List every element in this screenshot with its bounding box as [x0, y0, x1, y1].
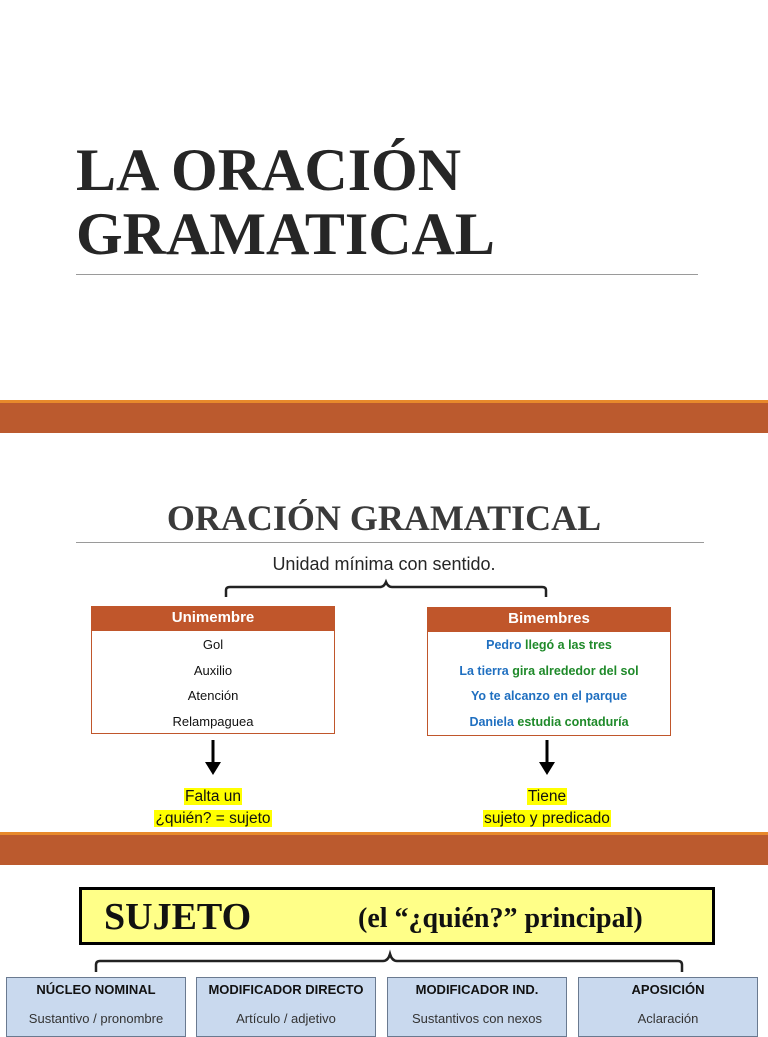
sujeto-title: SUJETO [104, 896, 252, 938]
arrow-unimembre-head [205, 762, 221, 775]
part-title: APOSICIÓN [631, 982, 705, 997]
example-predicate: llegó a las tres [521, 638, 612, 652]
part-title: MODIFICADOR DIRECTO [208, 982, 364, 997]
example-subject: La tierra [459, 663, 509, 678]
unimembre-box [91, 606, 335, 734]
unimembre-item: Relampaguea [172, 713, 254, 729]
sujeto-subtitle: (el “¿quién?” principal) [358, 903, 643, 934]
bimembre-box [427, 607, 671, 736]
bimembre-example [428, 684, 670, 710]
sujeto-brace [96, 954, 682, 972]
definition-brace [226, 582, 546, 597]
part-aposicion [578, 977, 758, 1037]
example-subject: Yo te alcanzo en el parque [470, 689, 628, 703]
sujeto-heading-box [79, 887, 715, 945]
bimembre-header: Bimembres [428, 608, 670, 632]
part-nucleo-nominal [6, 977, 186, 1037]
bimembre-example [428, 659, 670, 685]
example-subject: Daniela [469, 714, 514, 729]
conclusion-line: ¿quién? = sujeto [155, 810, 271, 827]
conclusion-line: sujeto y predicado [484, 810, 610, 827]
part-title: MODIFICADOR IND. [415, 982, 539, 997]
example-predicate: estudia contaduría [513, 714, 629, 729]
part-title: NÚCLEO NOMINAL [36, 982, 156, 997]
unimembre-header: Unimembre [92, 607, 334, 631]
unimembre-conclusion [93, 786, 333, 830]
part-modificador-indirecto [387, 977, 567, 1037]
example-subject: Pedro [486, 638, 522, 652]
slide-separator [0, 832, 768, 865]
arrow-bimembre-head [539, 762, 555, 775]
part-description: Sustantivos con nexos [411, 1011, 543, 1026]
conclusion-line: Falta un [184, 788, 241, 805]
part-modificador-directo [196, 977, 376, 1037]
conclusion-line: Tiene [527, 788, 567, 805]
definition-text: Unidad mínima con sentido. [272, 554, 496, 574]
cover-title: LA ORACIÓN GRAMATICAL [76, 137, 495, 267]
unimembre-item: Atención [187, 688, 239, 703]
bimembre-example [428, 710, 670, 736]
bimembre-example [428, 633, 670, 659]
part-description: Artículo / adjetivo [236, 1011, 336, 1026]
part-description: Sustantivo / pronombre [28, 1011, 164, 1026]
bimembre-conclusion [427, 786, 667, 830]
unimembre-item: Gol [202, 637, 224, 652]
unimembre-item: Auxilio [193, 662, 233, 678]
slide-title: ORACIÓN GRAMATICAL [166, 498, 602, 538]
part-description: Aclaración [637, 1011, 699, 1026]
example-predicate: gira alrededor del sol [508, 663, 639, 678]
